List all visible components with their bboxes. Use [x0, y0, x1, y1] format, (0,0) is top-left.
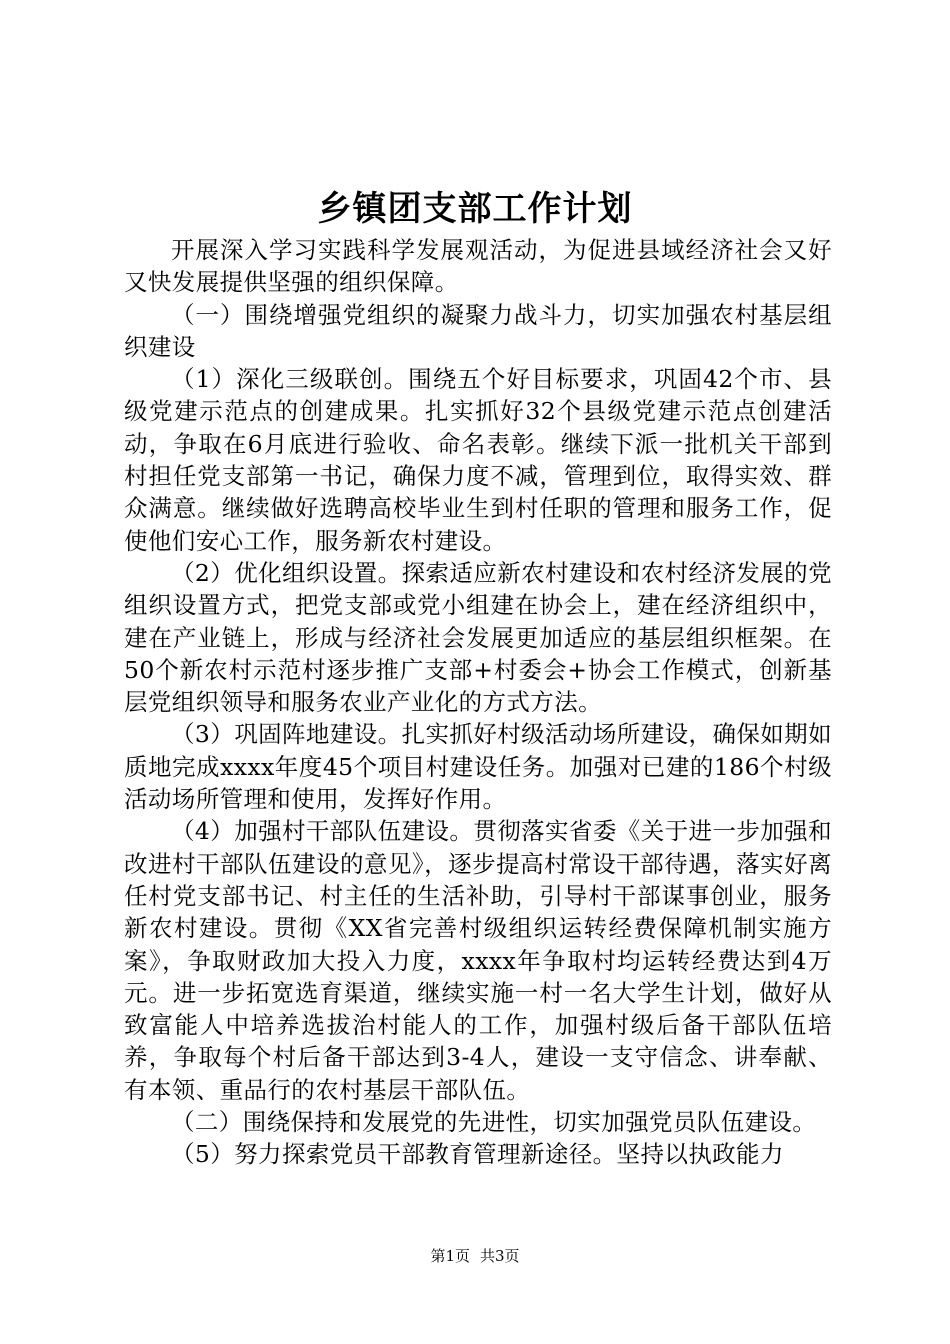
paragraph-item-5: （5）努力探索党员干部教育管理新途径。坚持以执政能力 [171, 1140, 784, 1169]
document-body [124, 234, 832, 1171]
paragraph-item-2: （2）优化组织设置。探索适应新农村建设和农村经济发展的党组织设置方式，把党支部或党小组建在协会上，建在经济组织中，建在产业链上，形成与经济社会发展更加适应的基层组织框架。在50个新农村示范村逐步推广支部+村委会+协会工作模式，创新基层党组织领导和服务农业产业化的方式方法。 [124, 558, 832, 717]
paragraph-item-1: （1）深化三级联创。围绕五个好目标要求，巩固42个市、县级党建示范点的创建成果。扎实抓好32个县级党建示范点创建活动，争取在6月底进行验收、命名表彰。继续下派一批机关干部到村担任党支部第一书记，确保力度不减，管理到位，取得实效、群众满意。继续做好选聘高校毕业生到村任职的管理和服务工作，促使他们安心工作，服务新农村建设。 [124, 365, 832, 555]
page-number: 第1页 [430, 1247, 470, 1265]
paragraph-item-3: （3）巩固阵地建设。扎实抓好村级活动场所建设，确保如期如质地完成xxxx年度45个项目村建设任务。加强对已建的186个村级活动场所管理和使用，发挥好作用。 [124, 720, 832, 814]
paragraph-item-4: （4）加强村干部队伍建设。贯彻落实省委《关于进一步加强和改进村干部队伍建设的意见》，逐步提高村常设干部待遇，落实好离任村党支部书记、村主任的生活补助，引导村干部谋事创业，服务新农村建设。贯彻《XX省完善村级组织运转经费保障机制实施方案》，争取财政加大投入力度，xxxx年争取村均运转经费达到4万元。进一步拓宽选育渠道，继续实施一村一名大学生计划，做好从致富能人中培养选拔治村能人的工作，加强村级后备干部队伍培养，争取每个村后备干部达到3-4人，建设一支守信念、讲奉献、有本领、重品行的农村基层干部队伍。 [124, 817, 832, 1104]
section-heading-2: （二）围绕保持和发展党的先进性，切实加强党员队伍建设。 [171, 1108, 817, 1137]
document-title: 乡镇团支部工作计划 [317, 189, 633, 229]
section-heading-1: （一）围绕增强党组织的凝聚力战斗力，切实加强农村基层组织建设 [124, 300, 832, 361]
page-total: 共3页 [480, 1247, 520, 1265]
page-footer [0, 1246, 950, 1266]
paragraph-intro: 开展深入学习实践科学发展观活动，为促进县域经济社会又好又快发展提供坚强的组织保障。 [124, 236, 832, 297]
